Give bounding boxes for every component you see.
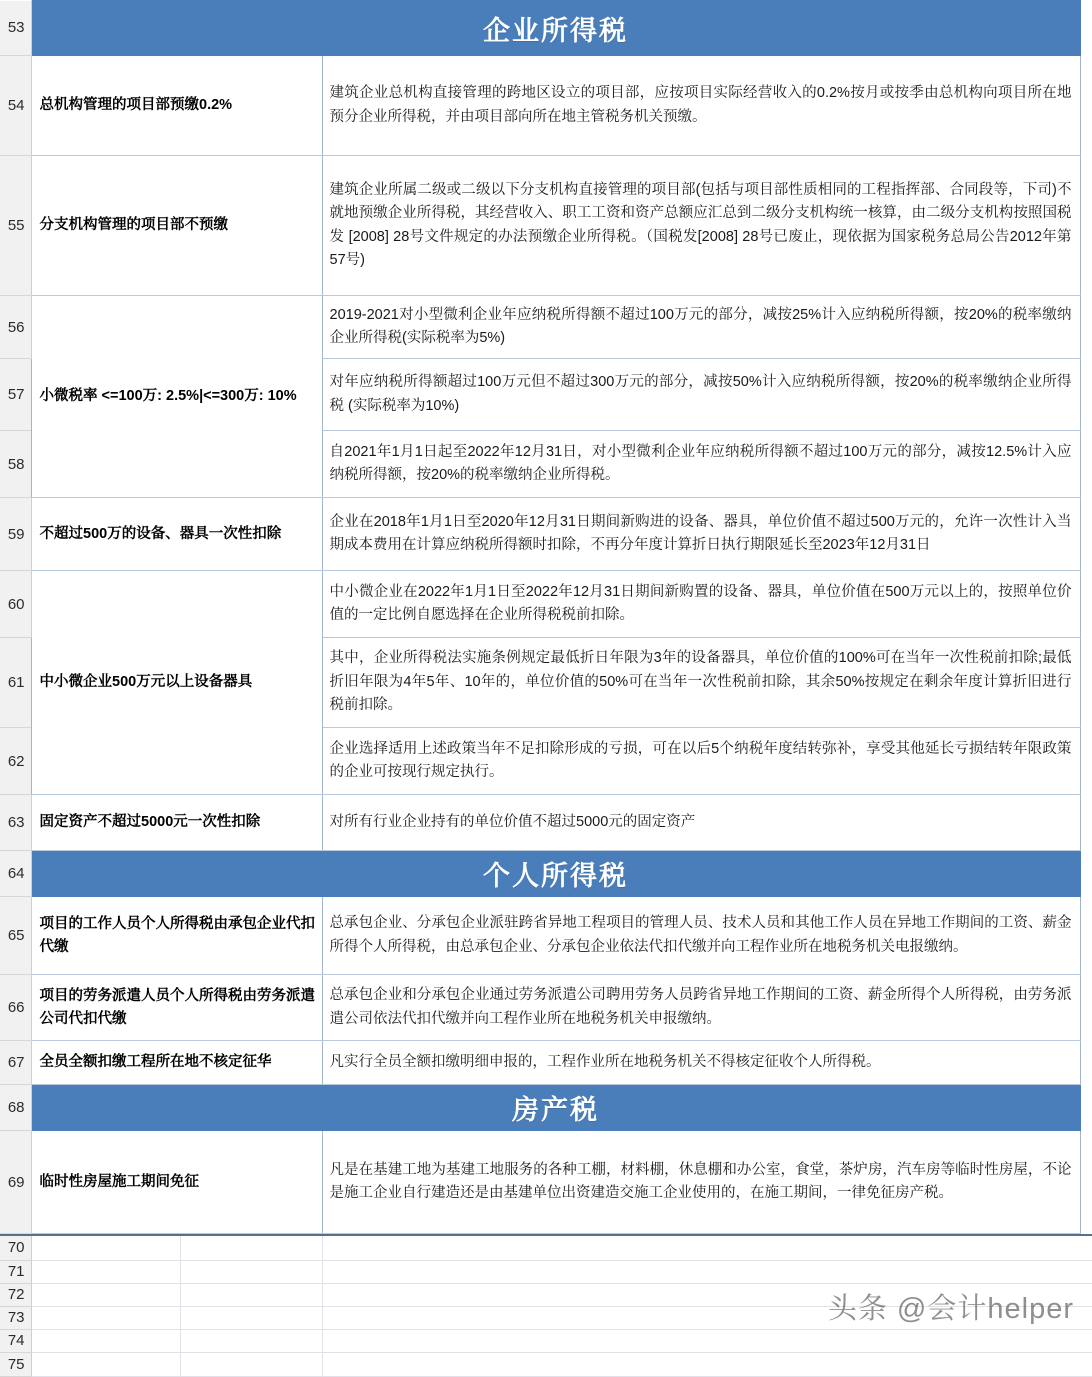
policy-description-63[interactable]: 对所有行业企业持有的单位价值不超过5000元的固定资产 [322,795,1080,851]
policy-name-67[interactable]: 全员全额扣缴工程所在地不核定征华 [31,1041,322,1085]
row-header-57[interactable]: 57 [0,359,31,431]
empty-cell[interactable] [31,1352,180,1376]
policy-description-57[interactable]: 对年应纳税所得额超过100万元但不超过300万元的部分，减按50%计入应纳税所得额，按20%的税率缴纳企业所得税 (实际税率为10%) [322,359,1080,431]
table-row [0,1235,1092,1260]
empty-cell[interactable] [31,1260,180,1283]
row-header-64[interactable]: 64 [0,851,31,897]
table-row [0,156,1080,296]
empty-cell[interactable] [31,1306,180,1329]
empty-cell[interactable] [322,1306,1092,1329]
table-row [0,1085,1080,1131]
table-row [0,795,1080,851]
policy-description-61[interactable]: 其中，企业所得税法实施条例规定最低折日年限为3年的设备器具，单位价值的100%可在当年一次性税前扣除;最低折旧年限为4年5年、10年的，单位价值的50%可在当年一次性税前扣除，其余50%按规定在剩余年度计算折旧进行税前扣除。 [322,638,1080,728]
table-row [0,1306,1092,1329]
empty-cell[interactable] [180,1283,322,1306]
policy-name-61-merged[interactable]: 中小微企业500万元以上设备器具 [31,571,322,795]
policy-description-58[interactable]: 自2021年1月1日起至2022年12月31日，对小型微利企业年应纳税所得额不超过100万元的部分，减按12.5%计入应纳税所得额，按20%的税率缴纳企业所得税。 [322,431,1080,498]
row-header-75[interactable]: 75 [0,1352,31,1376]
row-header-55[interactable]: 55 [0,156,31,296]
empty-rows-table [0,1234,1092,1377]
row-header-68[interactable]: 68 [0,1085,31,1131]
policy-description-59[interactable]: 企业在2018年1月1日至2020年12月31日期间新购进的设备、器具，单位价值不超过500万元的，允许一次性计入当期成本费用在计算应纳税所得额时扣除，不再分年度计算折日执行期限延长至2023年12月31日 [322,498,1080,571]
row-header-66[interactable]: 66 [0,975,31,1041]
table-row [0,1041,1080,1085]
row-header-71[interactable]: 71 [0,1260,31,1283]
policy-description-55[interactable]: 建筑企业所属二级或二级以下分支机构直接管理的项目部(包括与项目部性质相同的工程指挥部、合同段等，下司)不就地预缴企业所得税，其经营收入、职工工资和资产总额应汇总到二级分支机构统一核算，由二级分支机构按照国税发 [2008] 28号文件规定的办法预缴企业所得税。（国税发[2008] 28号已废止，现依据为国家税务总局公告2012年第57号) [322,156,1080,296]
policy-name-54[interactable]: 总机构管理的项目部预缴0.2% [31,56,322,156]
policy-description-62[interactable]: 企业选择适用上述政策当年不足扣除形成的亏损，可在以后5个纳税年度结转弥补，享受其他延长亏损结转年限政策的企业可按现行规定执行。 [322,728,1080,795]
empty-cell[interactable] [180,1306,322,1329]
table-row [0,975,1080,1041]
table-row [0,1260,1092,1283]
row-header-62[interactable]: 62 [0,728,31,795]
row-header-70[interactable]: 70 [0,1235,31,1260]
empty-cell[interactable] [180,1352,322,1376]
policy-description-69[interactable]: 凡是在基建工地为基建工地服务的各种工棚，材料棚，休息棚和办公室，食堂，茶炉房，汽车房等临时性房屋，不论是施工企业自行建造还是由基建单位出资建造交施工企业使用的，在施工期间，一律免征房产税。 [322,1131,1080,1234]
policy-name-59[interactable]: 不超过500万的设备、器具一次性扣除 [31,498,322,571]
table-row [0,571,1080,638]
table-row [0,498,1080,571]
table-row [0,1283,1092,1306]
section-header-individual-income-tax: 个人所得税 [31,851,1080,897]
table-row [0,1131,1080,1234]
policy-description-56[interactable]: 2019-2021对小型微利企业年应纳税所得额不超过100万元的部分，减按25%计入应纳税所得额，按20%的税率缴纳企业所得税(实际税率为5%) [322,296,1080,359]
row-header-65[interactable]: 65 [0,897,31,975]
row-header-61[interactable]: 61 [0,638,31,728]
row-header-58[interactable]: 58 [0,431,31,498]
row-header-69[interactable]: 69 [0,1131,31,1234]
policy-name-66[interactable]: 项目的劳务派遣人员个人所得税由劳务派遣公司代扣代缴 [31,975,322,1041]
row-header-56[interactable]: 56 [0,296,31,359]
watermark-text: 头条 @会计helper [827,1293,1074,1325]
policy-name-65[interactable]: 项目的工作人员个人所得税由承包企业代扣代缴 [31,897,322,975]
policy-description-54[interactable]: 建筑企业总机构直接管理的跨地区设立的项目部，应按项目实际经营收入的0.2%按月或按季由总机构向项目所在地预分企业所得税，并由项目部向所在地主管税务机关预缴。 [322,56,1080,156]
policy-description-66[interactable]: 总承包企业和分承包企业通过劳务派遣公司聘用劳务人员跨省异地工作期间的工资、薪金所得个人所得税，由劳务派遣公司依法代扣代缴并向工程作业所在地税务机关申报缴纳。 [322,975,1080,1041]
table-row [0,1,1080,56]
table-row [0,897,1080,975]
row-header-60[interactable]: 60 [0,571,31,638]
policy-name-55[interactable]: 分支机构管理的项目部不预缴 [31,156,322,296]
policy-description-60[interactable]: 中小微企业在2022年1月1日至2022年12月31日期间新购置的设备、器具，单位价值在500万元以上的，按照单位价值的一定比例自愿选择在企业所得税税前扣除。 [322,571,1080,638]
policy-name-69[interactable]: 临时性房屋施工期间免征 [31,1131,322,1234]
empty-cell[interactable] [31,1235,180,1260]
empty-cell[interactable] [322,1283,1092,1306]
row-header-63[interactable]: 63 [0,795,31,851]
policy-description-65[interactable]: 总承包企业、分承包企业派驻跨省异地工程项目的管理人员、技术人员和其他工作人员在异地工作期间的工资、薪金所得个人所得税，由总承包企业、分承包企业依法代扣代缴并向工程作业所在地税务机关电报缴纳。 [322,897,1080,975]
row-header-59[interactable]: 59 [0,498,31,571]
row-header-72[interactable]: 72 [0,1283,31,1306]
table-row [0,296,1080,359]
row-header-53[interactable]: 53 [0,1,31,56]
empty-cell[interactable] [31,1283,180,1306]
empty-cell[interactable] [322,1352,1092,1376]
policy-name-63[interactable]: 固定资产不超过5000元一次性扣除 [31,795,322,851]
empty-cell[interactable] [180,1235,322,1260]
table-row [0,851,1080,897]
row-header-67[interactable]: 67 [0,1041,31,1085]
row-header-73[interactable]: 73 [0,1306,31,1329]
policy-description-67[interactable]: 凡实行全员全额扣缴明细申报的，工程作业所在地税务机关不得核定征收个人所得税。 [322,1041,1080,1085]
empty-cell[interactable] [322,1260,1092,1283]
table-row [0,56,1080,156]
empty-cell[interactable] [322,1235,1092,1260]
section-header-property-tax: 房产税 [31,1085,1080,1131]
section-header-corporate-income-tax: 企业所得税 [31,1,1080,56]
policy-name-57-merged[interactable]: 小微税率 <=100万: 2.5%|<=300万: 10% [31,296,322,498]
row-header-54[interactable]: 54 [0,56,31,156]
table-row [0,1352,1092,1376]
empty-cell[interactable] [180,1260,322,1283]
row-header-74[interactable]: 74 [0,1329,31,1352]
